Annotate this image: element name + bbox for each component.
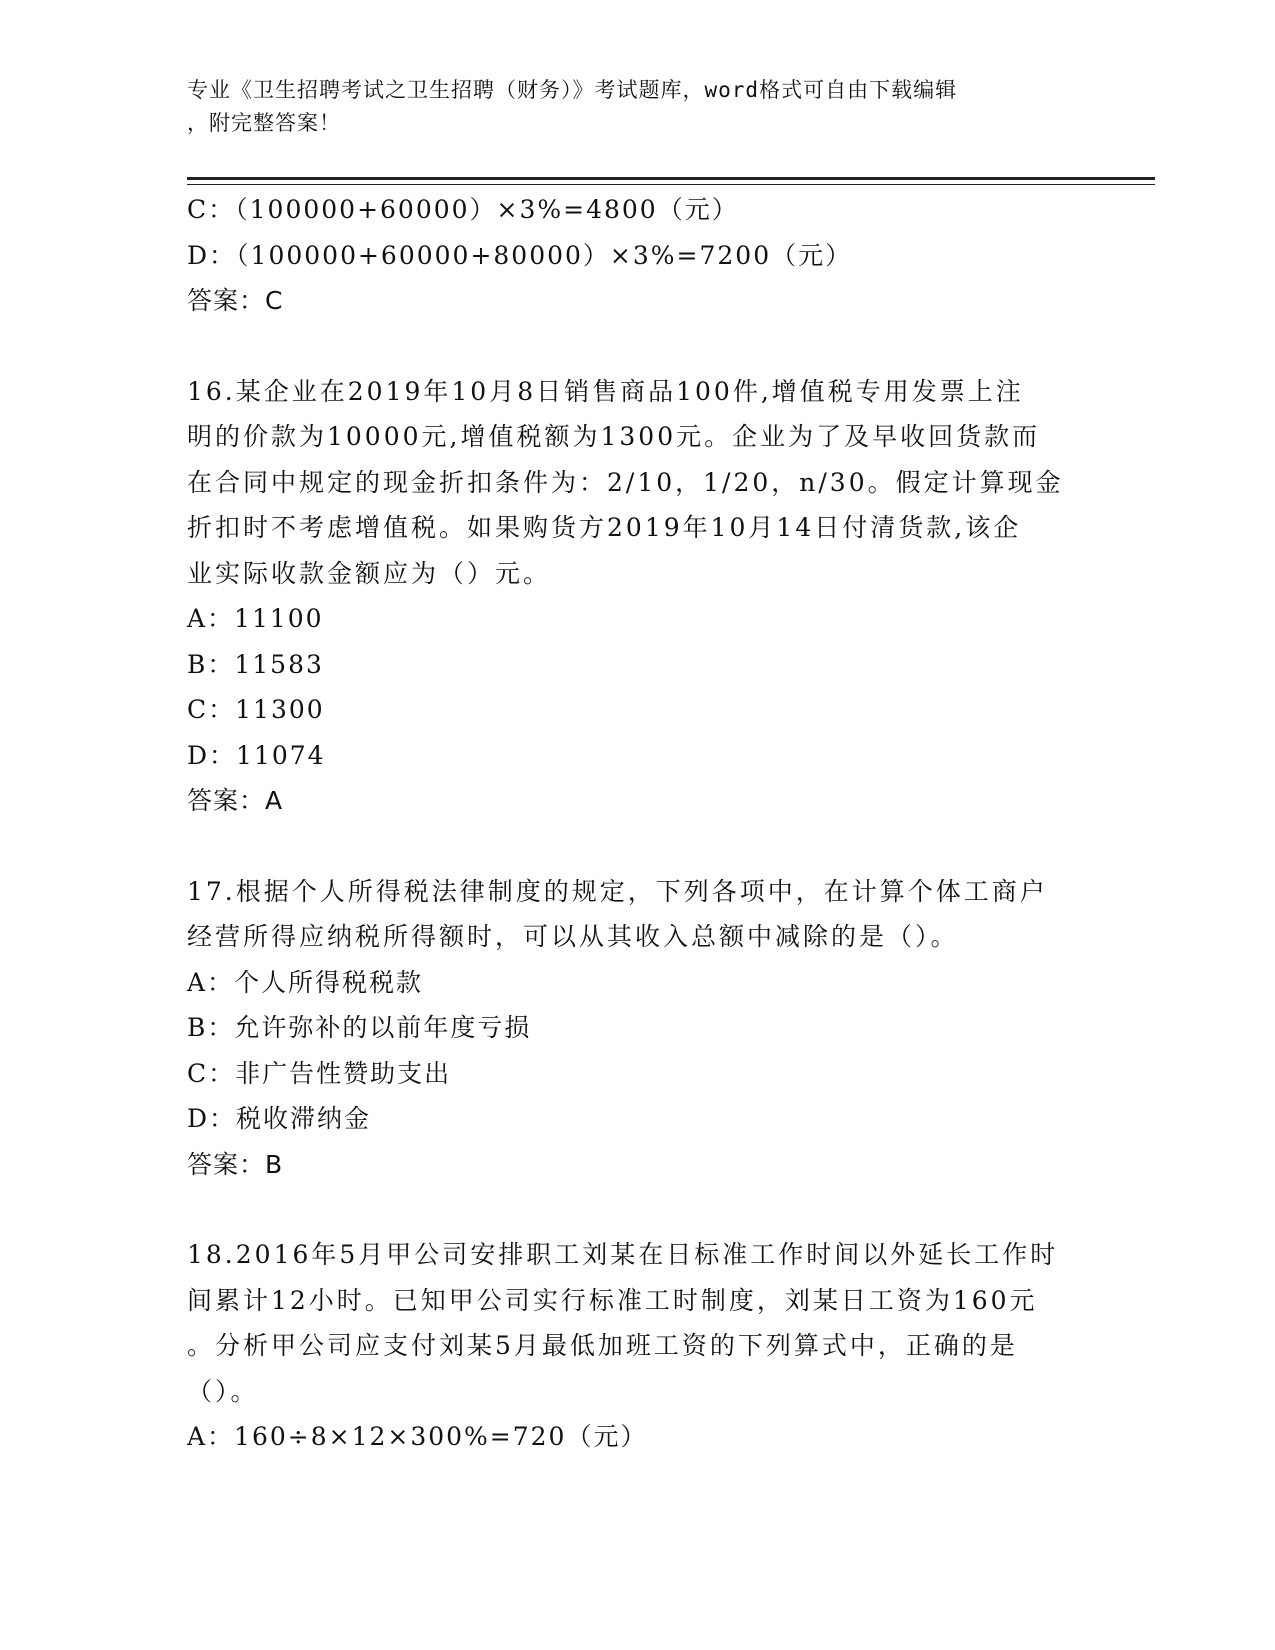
- document-body: [187, 187, 1087, 1460]
- option-d: D：税收滞纳金: [187, 1104, 372, 1133]
- question-text-line: 18.2016年5月甲公司安排职工刘某在日标准工作时间以外延长工作时: [187, 1240, 1059, 1269]
- option-d: D：（100000+60000+80000）×3%=7200（元）: [187, 240, 853, 270]
- option-a: A：11100: [187, 604, 324, 633]
- question-17: [187, 869, 1087, 1188]
- question-text-line: （）。: [187, 1376, 259, 1406]
- header-line-2: ，附完整答案！: [187, 111, 341, 135]
- question-text-line: 折扣时不考虑增值税。如果购货方2019年10月14日付清货款,该企: [187, 513, 1022, 542]
- question-18: [187, 1232, 1087, 1460]
- option-a: A：160÷8×12×300%=720（元）: [187, 1422, 648, 1451]
- question-text-line: 业实际收款金额应为（）元。: [187, 558, 552, 588]
- option-c: C：11300: [187, 695, 325, 724]
- answer: 答案：A: [187, 786, 284, 815]
- question-text-line: 明的价款为10000元,增值税额为1300元。企业为了及早收回货款而: [187, 422, 1041, 451]
- question-text-line: 在合同中规定的现金折扣条件为：2/10，1/20，n/30。假定计算现金: [187, 467, 1064, 497]
- option-b: B：11583: [187, 649, 324, 679]
- question-text-line: 。分析甲公司应支付刘某5月最低加班工资的下列算式中，正确的是: [187, 1331, 1018, 1360]
- header-rule-thin: [187, 184, 1155, 185]
- answer: 答案：B: [187, 1149, 284, 1179]
- option-b: B：允许弥补的以前年度亏损: [187, 1013, 532, 1042]
- question-text-line: 17.根据个人所得税法律制度的规定，下列各项中，在计算个体工商户: [187, 876, 1048, 906]
- question-text-line: 间累计12小时。已知甲公司实行标准工时制度，刘某日工资为160元: [187, 1285, 1038, 1315]
- header-line-1: 专业《卫生招聘考试之卫生招聘（财务）》考试题库，word格式可自由下载编辑: [187, 78, 958, 102]
- document-header: [187, 74, 1087, 140]
- question-text-line: 经营所得应纳税所得额时，可以从其收入总额中减除的是（）。: [187, 922, 959, 951]
- option-c: C：非广告性赞助支出: [187, 1058, 452, 1088]
- question-16: [187, 369, 1087, 824]
- answer: 答案：C: [187, 286, 284, 315]
- question-text-line: 16.某企业在2019年10月8日销售商品100件,增值税专用发票上注: [187, 376, 1024, 406]
- question-15-tail: [187, 187, 1087, 324]
- option-c: C：（100000+60000）×3%=4800（元）: [187, 195, 739, 224]
- option-a: A：个人所得税税款: [187, 967, 424, 997]
- option-d: D：11074: [187, 740, 326, 770]
- header-rule-thick: [187, 177, 1155, 180]
